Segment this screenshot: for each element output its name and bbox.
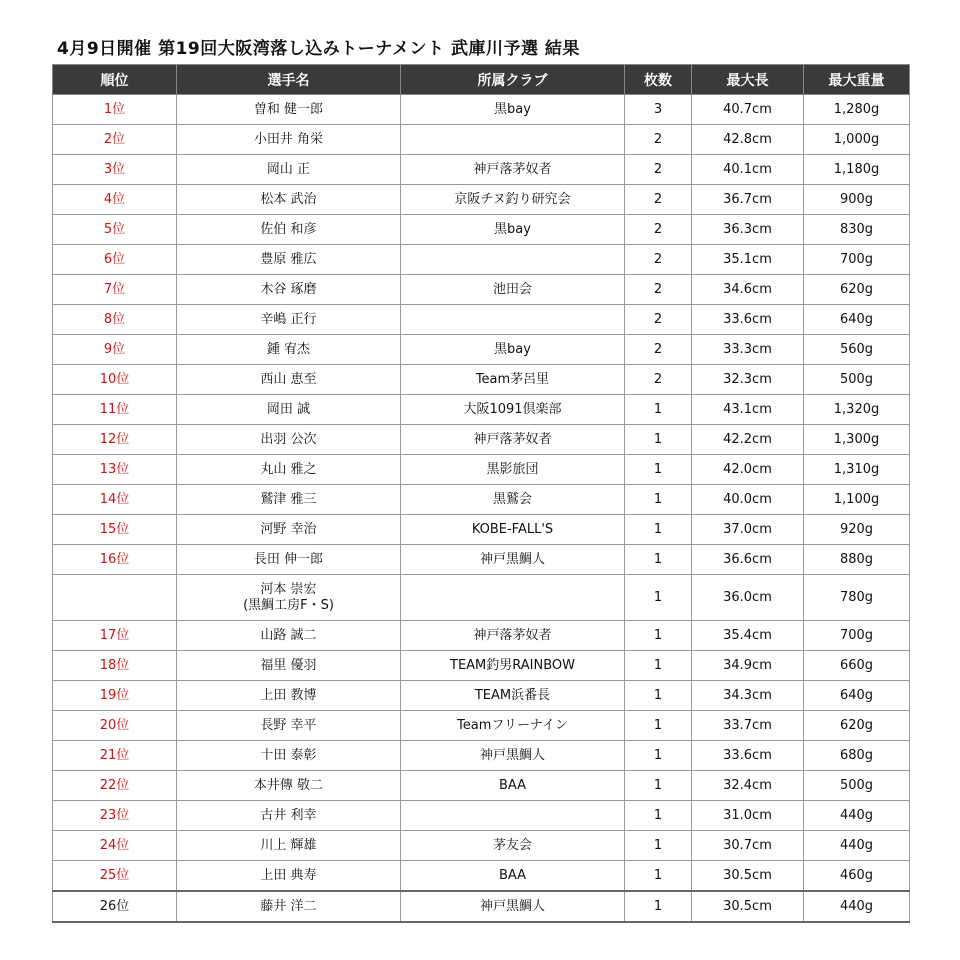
table-row xyxy=(53,395,910,425)
rank-cell: 17位 xyxy=(53,621,177,651)
name-cell: 丸山 雅之 xyxy=(177,455,401,485)
table-body xyxy=(53,95,910,923)
length-cell: 34.6cm xyxy=(692,275,804,305)
length-cell: 31.0cm xyxy=(692,801,804,831)
table-row xyxy=(53,801,910,831)
weight-cell: 780g xyxy=(804,575,910,621)
rank-cell: 19位 xyxy=(53,681,177,711)
count-cell: 1 xyxy=(625,831,692,861)
name-cell: 西山 恵至 xyxy=(177,365,401,395)
table-row xyxy=(53,155,910,185)
length-cell: 36.0cm xyxy=(692,575,804,621)
length-cell: 33.7cm xyxy=(692,711,804,741)
table-row xyxy=(53,891,910,922)
weight-cell: 1,320g xyxy=(804,395,910,425)
table-row xyxy=(53,305,910,335)
count-cell: 3 xyxy=(625,95,692,125)
weight-cell: 680g xyxy=(804,741,910,771)
rank-cell: 5位 xyxy=(53,215,177,245)
club-cell: BAA xyxy=(401,861,625,892)
club-cell xyxy=(401,245,625,275)
club-cell: 神戸黒鯛人 xyxy=(401,891,625,922)
header-count: 枚数 xyxy=(625,65,692,95)
weight-cell: 700g xyxy=(804,245,910,275)
club-cell: 神戸黒鯛人 xyxy=(401,741,625,771)
rank-cell: 10位 xyxy=(53,365,177,395)
length-cell: 30.5cm xyxy=(692,861,804,892)
length-cell: 42.8cm xyxy=(692,125,804,155)
table-row xyxy=(53,621,910,651)
player-affiliation-note: (黒鯛工房F・S) xyxy=(243,597,334,613)
weight-cell: 620g xyxy=(804,711,910,741)
rank-cell: 25位 xyxy=(53,861,177,892)
header-max-weight: 最大重量 xyxy=(804,65,910,95)
weight-cell: 560g xyxy=(804,335,910,365)
club-cell: 黒鷲会 xyxy=(401,485,625,515)
length-cell: 43.1cm xyxy=(692,395,804,425)
rank-cell xyxy=(53,575,177,621)
length-cell: 34.9cm xyxy=(692,651,804,681)
count-cell: 1 xyxy=(625,455,692,485)
rank-cell: 4位 xyxy=(53,185,177,215)
count-cell: 1 xyxy=(625,801,692,831)
name-cell: 鍾 宥杰 xyxy=(177,335,401,365)
count-cell: 1 xyxy=(625,485,692,515)
name-cell xyxy=(177,575,401,621)
table-row xyxy=(53,771,910,801)
weight-cell: 700g xyxy=(804,621,910,651)
weight-cell: 880g xyxy=(804,545,910,575)
length-cell: 36.3cm xyxy=(692,215,804,245)
rank-cell: 3位 xyxy=(53,155,177,185)
table-row xyxy=(53,651,910,681)
weight-cell: 660g xyxy=(804,651,910,681)
length-cell: 33.6cm xyxy=(692,305,804,335)
table-header xyxy=(53,65,910,95)
club-cell xyxy=(401,305,625,335)
weight-cell: 830g xyxy=(804,215,910,245)
weight-cell: 1,280g xyxy=(804,95,910,125)
name-cell: 木谷 琢磨 xyxy=(177,275,401,305)
club-cell: Team茅呂里 xyxy=(401,365,625,395)
table-row xyxy=(53,575,910,621)
length-cell: 40.0cm xyxy=(692,485,804,515)
count-cell: 1 xyxy=(625,575,692,621)
name-cell: 山路 誠二 xyxy=(177,621,401,651)
length-cell: 35.4cm xyxy=(692,621,804,651)
rank-cell: 7位 xyxy=(53,275,177,305)
count-cell: 1 xyxy=(625,621,692,651)
name-cell: 小田井 角栄 xyxy=(177,125,401,155)
rank-cell: 24位 xyxy=(53,831,177,861)
name-cell: 福里 優羽 xyxy=(177,651,401,681)
count-cell: 1 xyxy=(625,651,692,681)
name-cell: 長田 伸一郎 xyxy=(177,545,401,575)
count-cell: 1 xyxy=(625,545,692,575)
weight-cell: 640g xyxy=(804,305,910,335)
header-club: 所属クラブ xyxy=(401,65,625,95)
club-cell: 黒bay xyxy=(401,95,625,125)
table-row xyxy=(53,425,910,455)
rank-cell: 18位 xyxy=(53,651,177,681)
table-row xyxy=(53,95,910,125)
weight-cell: 460g xyxy=(804,861,910,892)
weight-cell: 500g xyxy=(804,365,910,395)
length-cell: 40.7cm xyxy=(692,95,804,125)
club-cell: 黒bay xyxy=(401,335,625,365)
table-row xyxy=(53,335,910,365)
rank-cell: 20位 xyxy=(53,711,177,741)
name-cell: 出羽 公次 xyxy=(177,425,401,455)
table-row xyxy=(53,455,910,485)
table-row xyxy=(53,681,910,711)
name-cell: 古井 利幸 xyxy=(177,801,401,831)
count-cell: 1 xyxy=(625,861,692,892)
club-cell: 神戸黒鯛人 xyxy=(401,545,625,575)
table-row xyxy=(53,711,910,741)
count-cell: 1 xyxy=(625,395,692,425)
weight-cell: 900g xyxy=(804,185,910,215)
rank-cell: 21位 xyxy=(53,741,177,771)
length-cell: 33.3cm xyxy=(692,335,804,365)
count-cell: 2 xyxy=(625,215,692,245)
header-name: 選手名 xyxy=(177,65,401,95)
header-max-length: 最大長 xyxy=(692,65,804,95)
count-cell: 2 xyxy=(625,275,692,305)
weight-cell: 440g xyxy=(804,831,910,861)
name-cell: 藤井 洋二 xyxy=(177,891,401,922)
weight-cell: 640g xyxy=(804,681,910,711)
table-row xyxy=(53,861,910,892)
count-cell: 1 xyxy=(625,771,692,801)
results-table xyxy=(52,64,910,923)
weight-cell: 440g xyxy=(804,801,910,831)
name-cell: 上田 教博 xyxy=(177,681,401,711)
header-rank: 順位 xyxy=(53,65,177,95)
table-row xyxy=(53,485,910,515)
table-row xyxy=(53,275,910,305)
club-cell: 茅友会 xyxy=(401,831,625,861)
table-row xyxy=(53,245,910,275)
name-cell: 岡田 誠 xyxy=(177,395,401,425)
rank-cell: 6位 xyxy=(53,245,177,275)
rank-cell: 26位 xyxy=(53,891,177,922)
club-cell: 神戸落茅奴者 xyxy=(401,425,625,455)
weight-cell: 440g xyxy=(804,891,910,922)
name-cell: 上田 典寿 xyxy=(177,861,401,892)
length-cell: 33.6cm xyxy=(692,741,804,771)
club-cell: 黒bay xyxy=(401,215,625,245)
table-row xyxy=(53,125,910,155)
rank-cell: 1位 xyxy=(53,95,177,125)
club-cell: KOBE-FALL'S xyxy=(401,515,625,545)
length-cell: 36.6cm xyxy=(692,545,804,575)
count-cell: 2 xyxy=(625,245,692,275)
name-cell: 河野 幸治 xyxy=(177,515,401,545)
page-title: 4月9日開催 第19回大阪湾落し込みトーナメント 武庫川予選 結果 xyxy=(57,39,580,59)
length-cell: 30.5cm xyxy=(692,891,804,922)
count-cell: 2 xyxy=(625,305,692,335)
club-cell: TEAM浜番長 xyxy=(401,681,625,711)
name-cell: 岡山 正 xyxy=(177,155,401,185)
rank-cell: 23位 xyxy=(53,801,177,831)
rank-cell: 14位 xyxy=(53,485,177,515)
count-cell: 2 xyxy=(625,365,692,395)
length-cell: 30.7cm xyxy=(692,831,804,861)
weight-cell: 620g xyxy=(804,275,910,305)
count-cell: 2 xyxy=(625,335,692,365)
club-cell: TEAM釣男RAINBOW xyxy=(401,651,625,681)
rank-cell: 8位 xyxy=(53,305,177,335)
length-cell: 42.2cm xyxy=(692,425,804,455)
table-row xyxy=(53,215,910,245)
length-cell: 35.1cm xyxy=(692,245,804,275)
weight-cell: 1,180g xyxy=(804,155,910,185)
club-cell: BAA xyxy=(401,771,625,801)
name-cell: 豊原 雅広 xyxy=(177,245,401,275)
weight-cell: 1,310g xyxy=(804,455,910,485)
name-cell: 十田 泰彰 xyxy=(177,741,401,771)
rank-cell: 22位 xyxy=(53,771,177,801)
table-row xyxy=(53,741,910,771)
count-cell: 2 xyxy=(625,155,692,185)
table-row xyxy=(53,365,910,395)
rank-cell: 13位 xyxy=(53,455,177,485)
count-cell: 1 xyxy=(625,891,692,922)
table-row xyxy=(53,515,910,545)
length-cell: 40.1cm xyxy=(692,155,804,185)
club-cell xyxy=(401,575,625,621)
length-cell: 36.7cm xyxy=(692,185,804,215)
club-cell: 大阪1091倶楽部 xyxy=(401,395,625,425)
name-cell: 松本 武治 xyxy=(177,185,401,215)
weight-cell: 1,000g xyxy=(804,125,910,155)
length-cell: 32.3cm xyxy=(692,365,804,395)
rank-cell: 11位 xyxy=(53,395,177,425)
table-row xyxy=(53,185,910,215)
count-cell: 1 xyxy=(625,741,692,771)
club-cell: 黒影旅団 xyxy=(401,455,625,485)
weight-cell: 920g xyxy=(804,515,910,545)
rank-cell: 2位 xyxy=(53,125,177,155)
club-cell xyxy=(401,125,625,155)
club-cell: 京阪チヌ釣り研究会 xyxy=(401,185,625,215)
club-cell: 神戸落茅奴者 xyxy=(401,155,625,185)
length-cell: 37.0cm xyxy=(692,515,804,545)
name-cell: 佐伯 和彦 xyxy=(177,215,401,245)
club-cell: Teamフリーナイン xyxy=(401,711,625,741)
table-row xyxy=(53,545,910,575)
length-cell: 32.4cm xyxy=(692,771,804,801)
weight-cell: 500g xyxy=(804,771,910,801)
player-name: 河本 崇宏 xyxy=(260,581,317,597)
count-cell: 2 xyxy=(625,125,692,155)
rank-cell: 16位 xyxy=(53,545,177,575)
club-cell xyxy=(401,801,625,831)
name-cell: 川上 輝雄 xyxy=(177,831,401,861)
name-cell: 辛嶋 正行 xyxy=(177,305,401,335)
rank-cell: 9位 xyxy=(53,335,177,365)
weight-cell: 1,100g xyxy=(804,485,910,515)
count-cell: 1 xyxy=(625,711,692,741)
name-cell: 長野 幸平 xyxy=(177,711,401,741)
rank-cell: 15位 xyxy=(53,515,177,545)
name-cell: 本井傳 敬二 xyxy=(177,771,401,801)
length-cell: 34.3cm xyxy=(692,681,804,711)
weight-cell: 1,300g xyxy=(804,425,910,455)
table-row xyxy=(53,831,910,861)
length-cell: 42.0cm xyxy=(692,455,804,485)
club-cell: 池田会 xyxy=(401,275,625,305)
club-cell: 神戸落茅奴者 xyxy=(401,621,625,651)
rank-cell: 12位 xyxy=(53,425,177,455)
header-row xyxy=(53,65,910,95)
count-cell: 1 xyxy=(625,425,692,455)
count-cell: 1 xyxy=(625,515,692,545)
name-cell: 鷲津 雅三 xyxy=(177,485,401,515)
name-cell: 曽和 健一郎 xyxy=(177,95,401,125)
count-cell: 1 xyxy=(625,681,692,711)
count-cell: 2 xyxy=(625,185,692,215)
